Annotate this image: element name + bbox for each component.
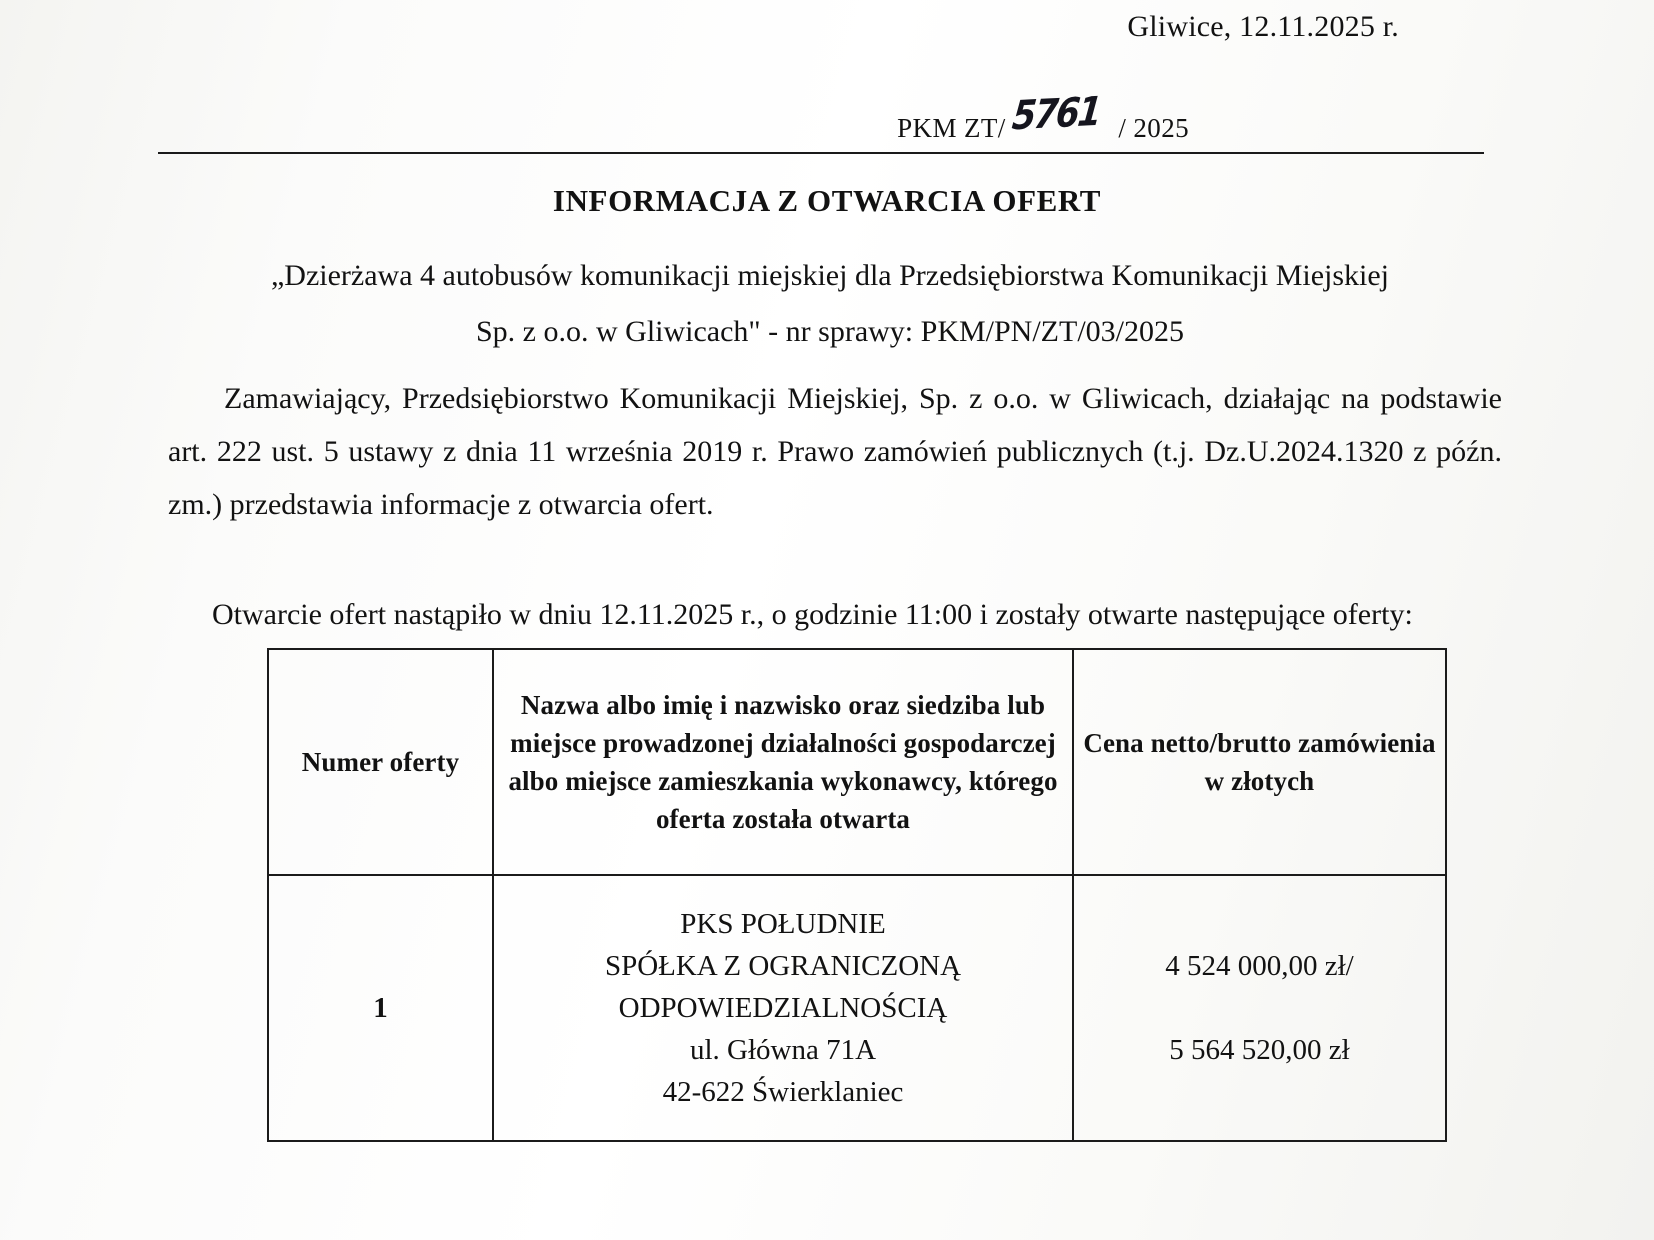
opening-statement-paragraph: Otwarcie ofert nastąpiło w dniu 12.11.2025 r., o godzinie 11:00 i zostały otwarte następujące oferty: xyxy=(212,598,1413,631)
cell-offer-number: 1 xyxy=(268,875,493,1141)
contractor-line: ul. Główna 71A xyxy=(689,1034,877,1066)
contractor-line: 42-622 Świerklaniec xyxy=(662,1076,904,1108)
contractor-line: PKS POŁUDNIE xyxy=(680,908,886,940)
reference-prefix: PKM ZT/ xyxy=(897,113,1006,143)
column-header-offer-number: Numer oferty xyxy=(268,649,493,875)
procurement-subject-line-1: „Dzierżawa 4 autobusów komunikacji miejskiej dla Przedsiębiorstwa Komunikacji Miejskiej xyxy=(270,259,1390,292)
column-header-contractor: Nazwa albo imię i nazwisko oraz siedziba lub miejsce prowadzonej działalności gospodarczej albo miejsce zamieszkania wykonawcy, którego oferta została otwarta xyxy=(493,649,1073,875)
city-and-date: Gliwice, 12.11.2025 r. xyxy=(1127,10,1399,43)
reference-suffix: / 2025 xyxy=(1118,113,1189,143)
cell-price xyxy=(1073,875,1446,1141)
handwritten-reference-number: 5761 xyxy=(1009,88,1102,140)
contractor-line: SPÓŁKA Z OGRANICZONĄ xyxy=(604,950,962,982)
legal-basis-paragraph: Zamawiający, Przedsiębiorstwo Komunikacji Miejskiej, Sp. z o.o. w Gliwicach, działając na podstawie art. 222 ust. 5 ustawy z dnia 11 września 2019 r. Prawo zamówień publicznych (t.j. Dz.U.2024.1320 z późn. zm.) przedstawia informacje z otwarcia ofert. xyxy=(168,382,1502,521)
procurement-subject xyxy=(180,248,1480,360)
table-header-row xyxy=(268,649,1446,875)
price-gross: 5 564 520,00 zł xyxy=(1169,1034,1350,1066)
column-header-price: Cena netto/brutto zamówienia w złotych xyxy=(1073,649,1446,875)
header-divider-rule xyxy=(158,152,1484,154)
page-title: INFORMACJA Z OTWARCIA OFERT xyxy=(552,183,1102,218)
contractor-line: ODPOWIEDZIALNOŚCIĄ xyxy=(618,992,948,1024)
offers-table xyxy=(267,648,1447,1142)
cell-contractor xyxy=(493,875,1073,1141)
table-row xyxy=(268,875,1446,1141)
price-net: 4 524 000,00 zł/ xyxy=(1165,950,1354,982)
reference-number-line xyxy=(897,88,1189,144)
procurement-subject-line-2: Sp. z o.o. w Gliwicach" - nr sprawy: PKM/PN/ZT/03/2025 xyxy=(475,315,1185,348)
